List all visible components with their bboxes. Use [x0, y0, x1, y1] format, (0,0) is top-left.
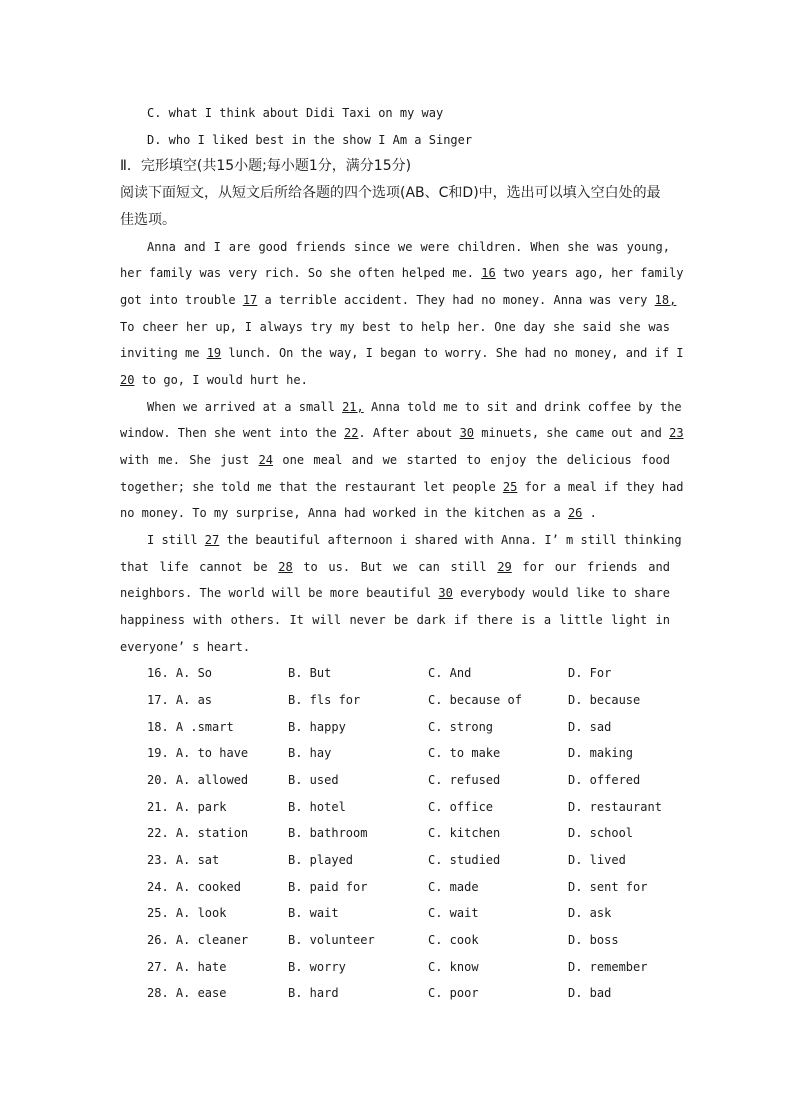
section-title: Ⅱ．完形填空(共15小题;每小题1分，满分15分) [120, 158, 412, 174]
option-b: B. hard [288, 986, 339, 1000]
blank-24: 24 [258, 453, 274, 467]
passage-text: I still [147, 533, 205, 547]
passage-text: When we arrived at a small [147, 400, 343, 414]
question-row [147, 823, 677, 843]
option-a: 27. A. hate [147, 960, 227, 974]
option-b: B. hotel [288, 800, 346, 814]
passage-text: that life cannot be [120, 560, 279, 574]
passage-text: to go, I would hurt he. [134, 373, 308, 387]
option-b: B. volunteer [288, 933, 375, 947]
question-row [147, 743, 677, 763]
passage-text: everybody would like to share [452, 586, 670, 600]
passage-text: a terrible accident. They had no money. Anna was very [257, 293, 655, 307]
option-b: B. worry [288, 960, 346, 974]
option-c: C. to make [428, 746, 501, 760]
option-a: 21. A. park [147, 800, 227, 814]
question-row [147, 957, 677, 977]
blank-21: 21, [342, 400, 364, 414]
passage-line [120, 370, 670, 390]
option-d: D. school [568, 826, 634, 840]
passage-text: two years ago, her family [495, 266, 684, 280]
passage-line [120, 477, 684, 497]
option-c: C. poor [428, 986, 479, 1000]
option-c: C. strong [428, 720, 494, 734]
question-row [147, 850, 677, 870]
passage-line [120, 343, 684, 363]
blank-20: 20 [120, 373, 135, 387]
option-b: B. fls for [288, 693, 361, 707]
question-row [147, 797, 677, 817]
blank-25: 25 [502, 480, 518, 494]
prev-option-d: D. who I liked best in the show I Am a Singer [147, 133, 473, 147]
option-a: 23. A. sat [147, 853, 220, 867]
passage-line [147, 397, 682, 417]
option-d: D. ask [568, 906, 612, 920]
passage-line: To cheer her up, I always try my best to help her. One day she said she was [120, 320, 670, 334]
passage-text: no money. To my surprise, Anna had worked in the kitchen as a [120, 506, 568, 520]
question-row [147, 690, 677, 710]
option-a: 17. A. as [147, 693, 213, 707]
question-row [147, 983, 677, 1003]
option-b: B. But [288, 666, 332, 680]
option-d: D. because [568, 693, 641, 707]
question-row [147, 663, 677, 683]
option-c: C. refused [428, 773, 501, 787]
option-d: D. offered [568, 773, 641, 787]
section-instruction-2: 佳选项。 [120, 212, 176, 228]
option-d: D. For [568, 666, 612, 680]
blank-27: 27 [204, 533, 220, 547]
blank-17: 17 [242, 293, 258, 307]
passage-text: inviting me [120, 346, 207, 360]
option-c: C. And [428, 666, 472, 680]
passage-text: . [582, 506, 597, 520]
question-row [147, 903, 677, 923]
passage-text: the beautiful afternoon i shared with Anna. I’ m still thinking [219, 533, 682, 547]
passage-line [120, 263, 684, 283]
blank-30-number: 30 [459, 426, 475, 440]
option-a: 18. A .smart [147, 720, 234, 734]
option-b: B. hay [288, 746, 332, 760]
passage-text: window. Then she went into the [120, 426, 344, 440]
option-d: D. bad [568, 986, 612, 1000]
passage-line: happiness with others. It will never be dark if there is a little light in [120, 613, 670, 627]
prev-option-c: C. what I think about Didi Taxi on my way [147, 106, 444, 120]
option-c: C. kitchen [428, 826, 501, 840]
option-a: 25. A. look [147, 906, 227, 920]
blank-30: 30 [438, 586, 453, 600]
option-c: C. office [428, 800, 494, 814]
passage-text: for our friends and [511, 560, 670, 574]
passage-text: for a meal if they had [517, 480, 684, 494]
passage-text: lunch. On the way, I began to worry. She had no money, and if I [221, 346, 684, 360]
passage-line [120, 557, 670, 577]
passage-text: together; she told me that the restaurant let people [120, 480, 503, 494]
option-a: 22. A. station [147, 826, 249, 840]
option-a: 19. A. to have [147, 746, 249, 760]
blank-22: 22 [343, 426, 359, 440]
option-c: C. made [428, 880, 479, 894]
option-a: 26. A. cleaner [147, 933, 249, 947]
passage-line [120, 450, 670, 470]
blank-19: 19 [206, 346, 222, 360]
option-d: D. sent for [568, 880, 648, 894]
passage-text: to us. But we can still [292, 560, 498, 574]
passage-text: got into trouble [120, 293, 243, 307]
option-c: C. cook [428, 933, 479, 947]
blank-29: 29 [497, 560, 512, 574]
blank-26: 26 [567, 506, 583, 520]
option-a: 28. A. ease [147, 986, 227, 1000]
passage-text: with me. She just [120, 453, 259, 467]
blank-28: 28 [278, 560, 293, 574]
passage-line [120, 423, 684, 443]
passage-line [147, 530, 682, 550]
passage-line: Anna and I are good friends since we were children. When she was young, [147, 240, 670, 254]
option-d: D. boss [568, 933, 619, 947]
option-d: D. remember [568, 960, 648, 974]
passage-text: minuets, she came out and [474, 426, 670, 440]
passage-text: neighbors. The world will be more beautiful [120, 586, 439, 600]
option-c: C. because of [428, 693, 522, 707]
passage-line: everyone’ s heart. [120, 640, 251, 654]
question-row [147, 930, 677, 950]
option-b: B. happy [288, 720, 346, 734]
question-row [147, 717, 677, 737]
option-a: 16. A. So [147, 666, 213, 680]
option-d: D. lived [568, 853, 626, 867]
option-a: 20. A. allowed [147, 773, 249, 787]
passage-line [120, 503, 670, 523]
passage-line [120, 583, 670, 603]
option-b: B. paid for [288, 880, 368, 894]
option-b: B. used [288, 773, 339, 787]
option-b: B. played [288, 853, 354, 867]
blank-18: 18, [654, 293, 677, 307]
question-row [147, 877, 677, 897]
option-c: C. wait [428, 906, 479, 920]
option-c: C. know [428, 960, 479, 974]
option-b: B. wait [288, 906, 339, 920]
passage-text: . After about [358, 426, 460, 440]
blank-16: 16 [481, 266, 496, 280]
option-b: B. bathroom [288, 826, 368, 840]
question-row [147, 770, 677, 790]
blank-23: 23 [669, 426, 684, 440]
section-instruction-1: 阅读下面短文，从短文后所给各题的四个选项(AB、C和D)中，选出可以填入空白处的最 [120, 185, 661, 201]
option-d: D. restaurant [568, 800, 662, 814]
passage-text: her family was very rich. So she often helped me. [120, 266, 482, 280]
option-d: D. making [568, 746, 634, 760]
option-d: D. sad [568, 720, 612, 734]
option-a: 24. A. cooked [147, 880, 241, 894]
passage-text: Anna told me to sit and drink coffee by the [363, 400, 682, 414]
passage-text: one meal and we started to enjoy the delicious food [273, 453, 670, 467]
passage-line [120, 290, 677, 310]
option-c: C. studied [428, 853, 501, 867]
